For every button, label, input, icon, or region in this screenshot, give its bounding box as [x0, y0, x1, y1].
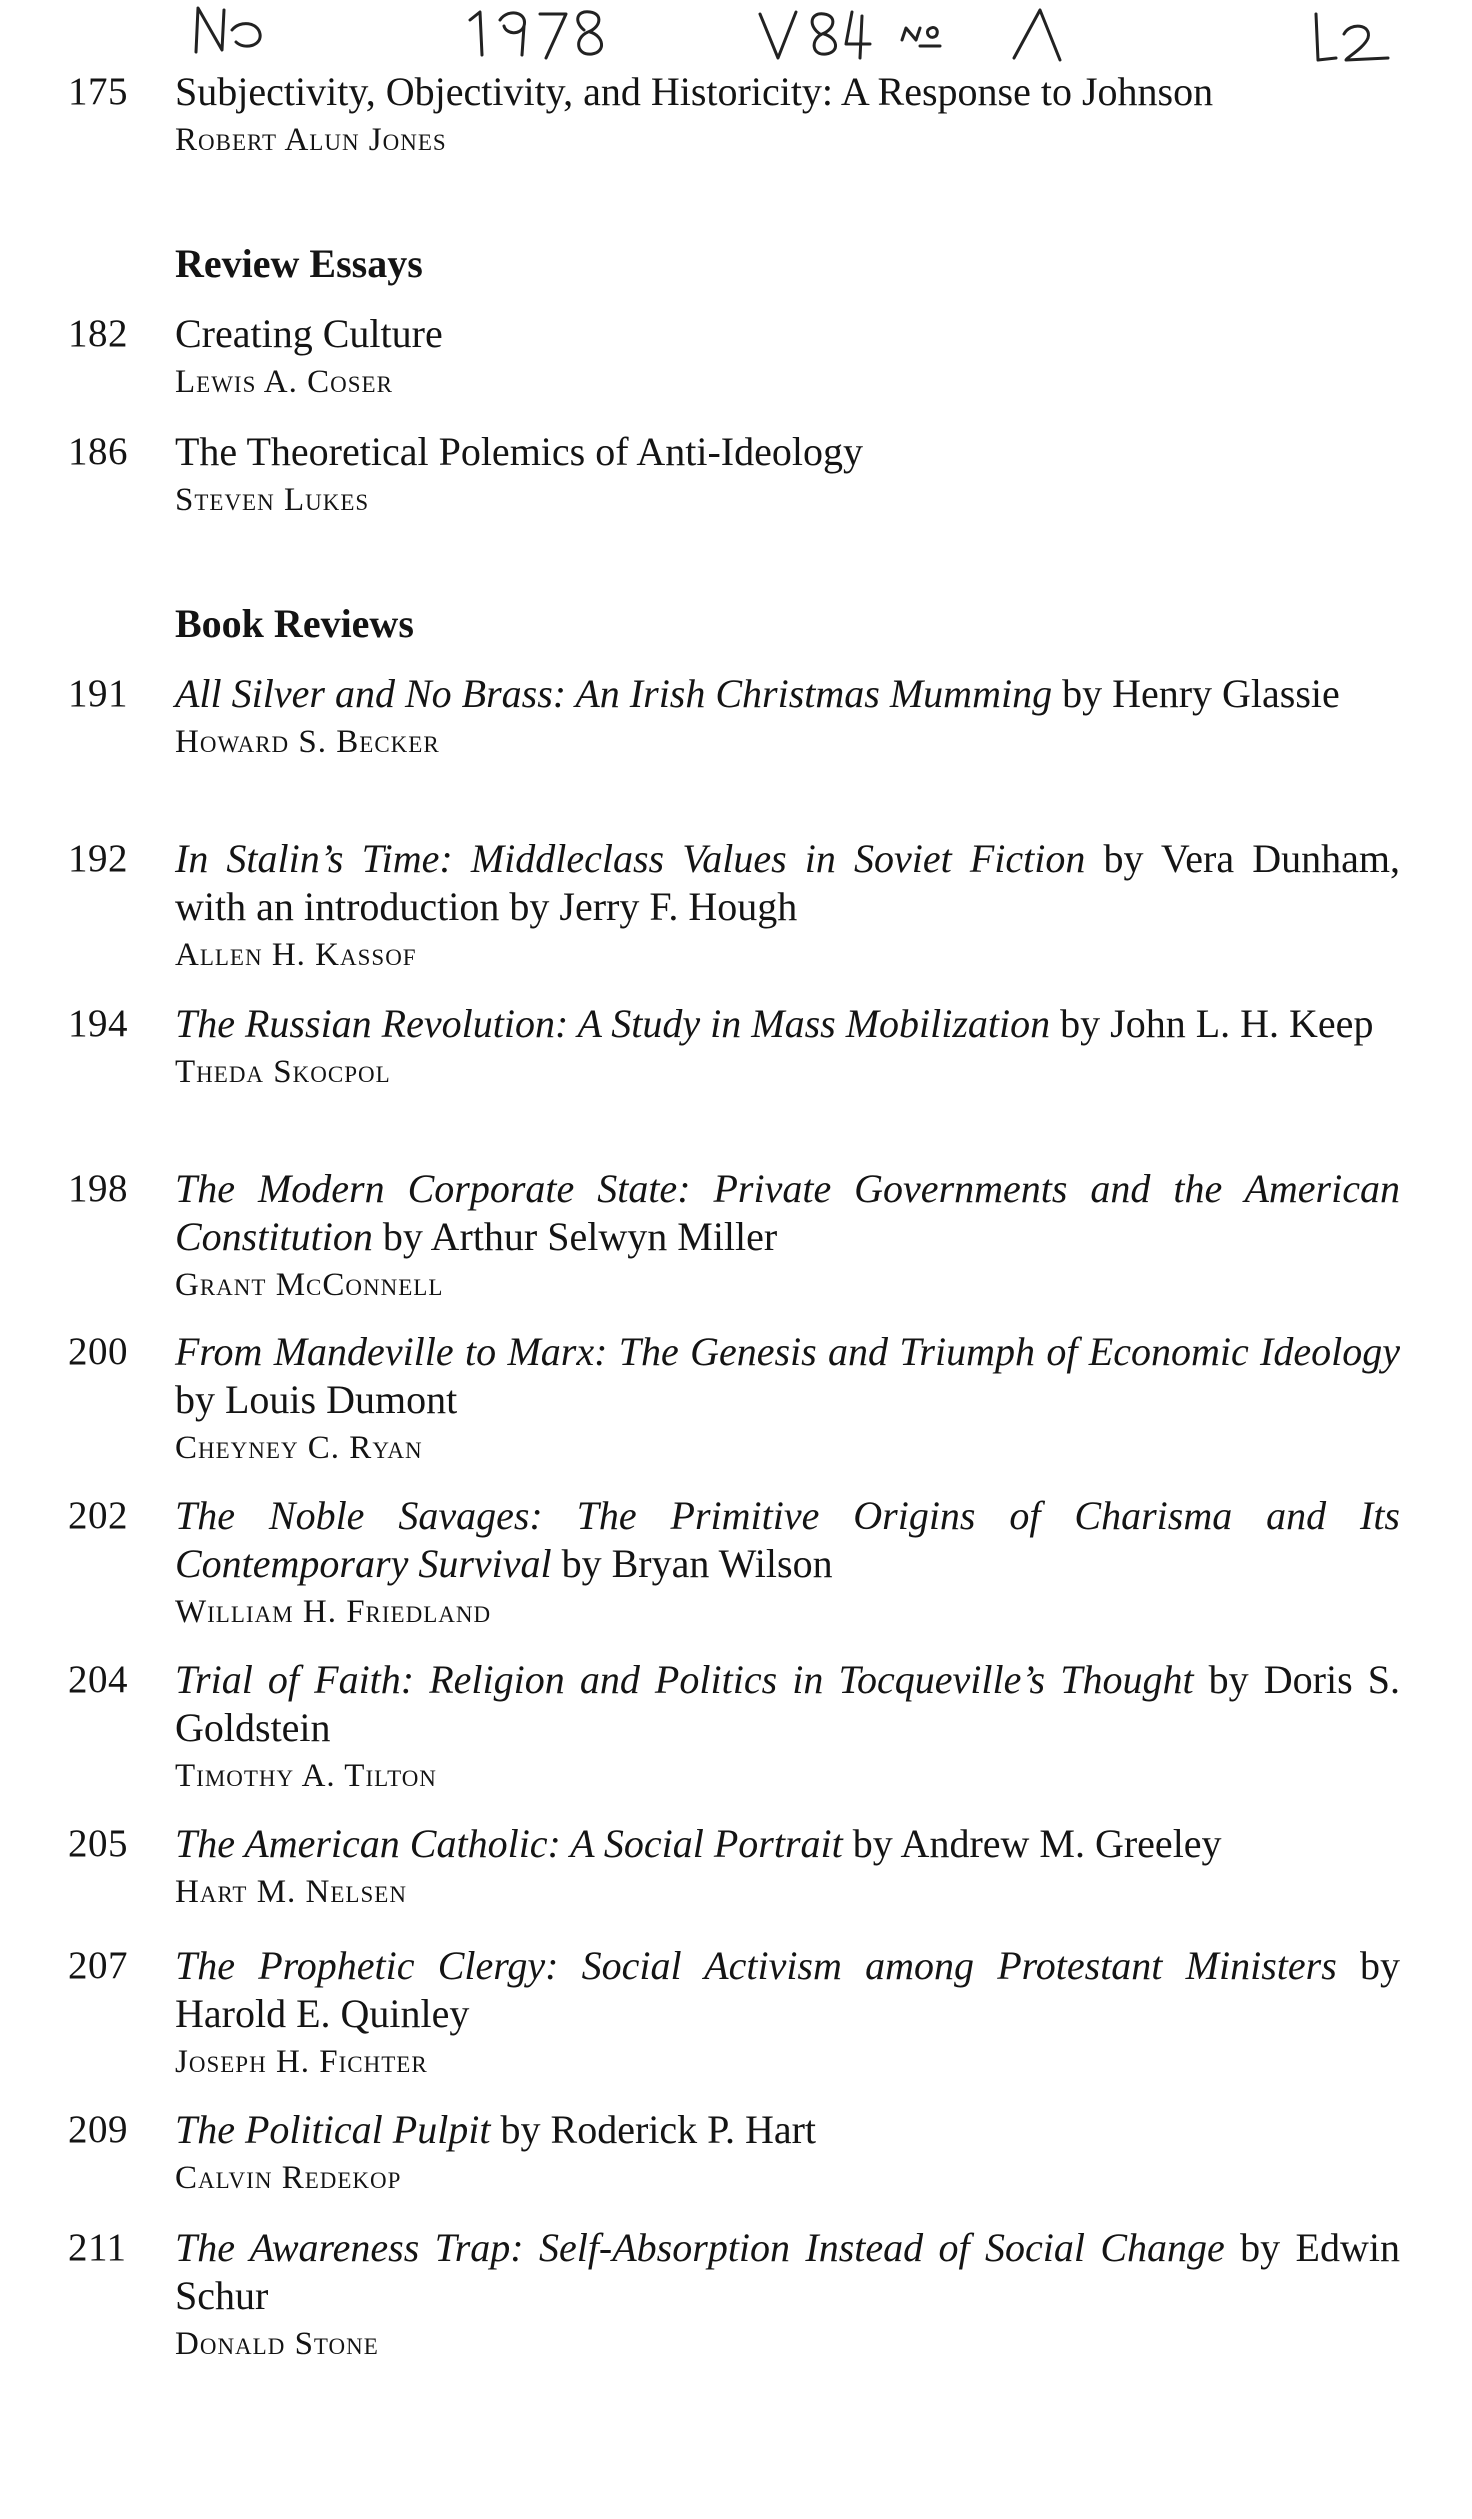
- book-title: Trial of Faith: Religion and Politics in Tocqueville’s Thought: [175, 1657, 1194, 1702]
- book-byline: by Henry Glassie: [1052, 671, 1340, 716]
- reviewer-name: William H. Friedland: [175, 1594, 492, 1630]
- section-heading-review-essays: Review Essays: [175, 241, 423, 286]
- reviewer-name: Allen H. Kassof: [175, 937, 417, 973]
- book-byline: by Louis Dumont: [175, 1377, 458, 1422]
- book-byline: by Roderick P. Hart: [490, 2107, 817, 2152]
- book-byline: by John L. H. Keep: [1050, 1001, 1374, 1046]
- book-title: All Silver and No Brass: An Irish Christmas Mumming: [175, 671, 1053, 716]
- reviewer-name: Donald Stone: [175, 2326, 379, 2362]
- article-author: Steven Lukes: [175, 482, 370, 518]
- section-heading-book-reviews: Book Reviews: [175, 601, 414, 646]
- page-number: 200: [68, 1330, 128, 1373]
- article-title: Subjectivity, Objectivity, and Historicity: A Response to Johnson: [175, 69, 1214, 114]
- page-number: 194: [68, 1002, 128, 1045]
- reviewer-name: Grant McConnell: [175, 1267, 444, 1303]
- book-title: The American Catholic: A Social Portrait: [175, 1821, 843, 1866]
- article-author: Lewis A. Coser: [175, 364, 393, 400]
- reviewer-name: Hart M. Nelsen: [175, 1874, 407, 1910]
- book-title: The Modern Corporate State: Private Governments and the American Constitution: [175, 1166, 1400, 1259]
- article-title: The Theoretical Polemics of Anti-Ideology: [175, 429, 863, 474]
- page-number: 198: [68, 1167, 128, 1210]
- book-byline: by Edwin Schur: [175, 2225, 1400, 2318]
- book-title: The Political Pulpit: [175, 2107, 491, 2152]
- book-byline: by Arthur Selwyn Miller: [372, 1214, 778, 1259]
- book-title: The Noble Savages: The Primitive Origins of Charisma and Its Contemporary Survival: [175, 1493, 1400, 1586]
- page-number: 191: [68, 672, 128, 715]
- book-byline: by Vera Dunham, with an introduction by Jerry F. Hough: [175, 836, 1400, 929]
- book-byline: by Andrew M. Greeley: [842, 1821, 1222, 1866]
- page-number: 209: [68, 2108, 128, 2151]
- reviewer-name: Timothy A. Tilton: [175, 1758, 437, 1794]
- page-number: 211: [68, 2226, 127, 2269]
- reviewer-name: Cheyney C. Ryan: [175, 1430, 423, 1466]
- article-title: Creating Culture: [175, 311, 443, 356]
- page-number: 205: [68, 1822, 128, 1865]
- book-title: The Prophetic Clergy: Social Activism among Protestant Ministers: [175, 1943, 1337, 1988]
- reviewer-name: Joseph H. Fichter: [175, 2044, 428, 2080]
- book-byline: by Harold E. Quinley: [175, 1943, 1400, 2036]
- book-title: The Awareness Trap: Self-Absorption Instead of Social Change: [175, 2225, 1225, 2270]
- book-byline: by Bryan Wilson: [551, 1541, 833, 1586]
- page-number: 186: [68, 430, 128, 473]
- book-title: The Russian Revolution: A Study in Mass Mobilization: [175, 1001, 1051, 1046]
- page-number: 192: [68, 837, 128, 880]
- reviewer-name: Theda Skocpol: [175, 1054, 391, 1090]
- book-title: From Mandeville to Marx: The Genesis and Triumph of Economic Ideology: [175, 1329, 1400, 1374]
- reviewer-name: Calvin Redekop: [175, 2160, 402, 2196]
- page-number: 202: [68, 1494, 128, 1537]
- page-number: 182: [68, 312, 128, 355]
- book-title: In Stalin’s Time: Middleclass Values in Soviet Fiction: [175, 836, 1086, 881]
- page-number: 204: [68, 1658, 128, 1701]
- page-number: 175: [68, 70, 128, 113]
- book-byline: by Doris S. Goldstein: [175, 1657, 1401, 1750]
- article-author: Robert Alun Jones: [175, 122, 447, 158]
- reviewer-name: Howard S. Becker: [175, 724, 440, 760]
- page-number: 207: [68, 1944, 128, 1987]
